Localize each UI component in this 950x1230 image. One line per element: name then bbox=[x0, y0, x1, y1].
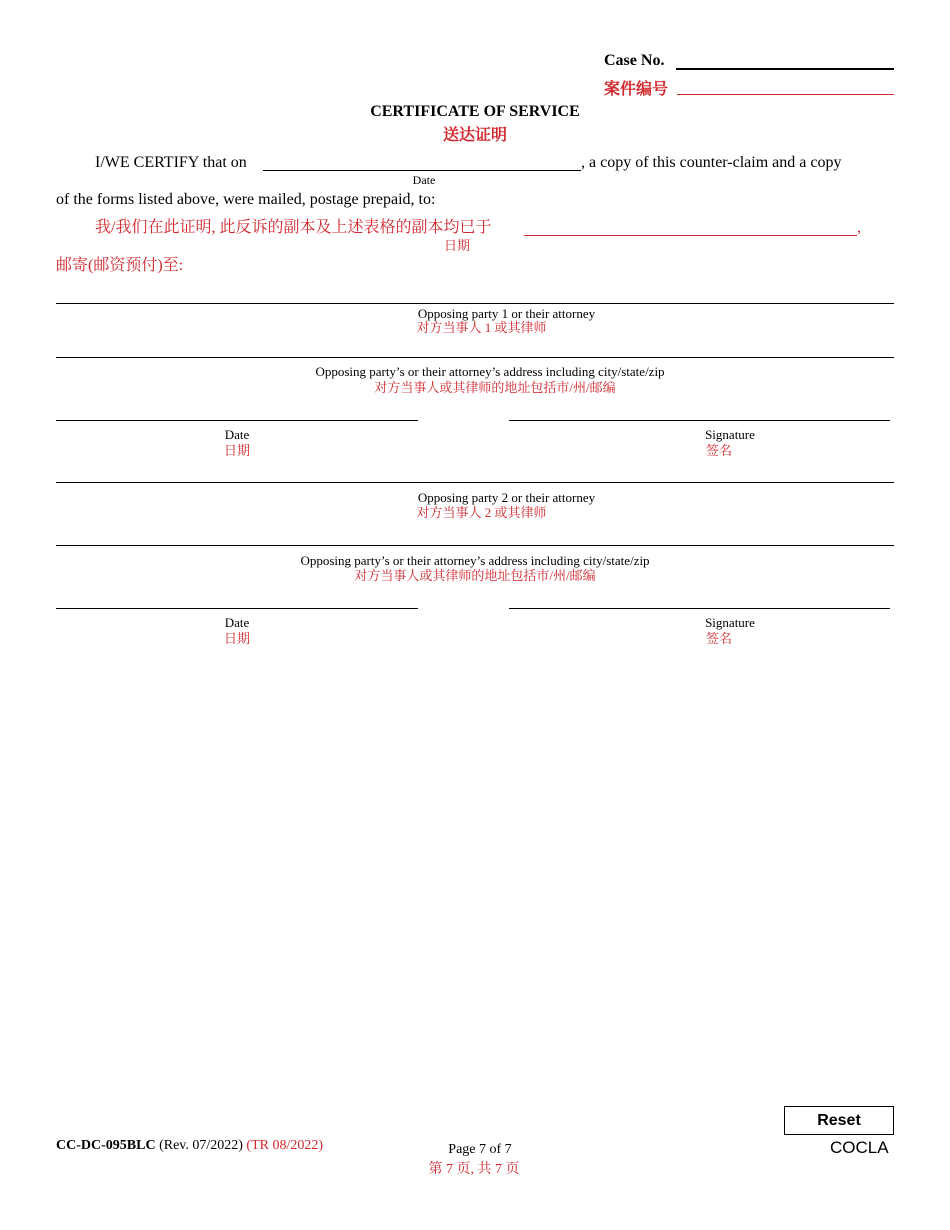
certify-zh-date-line bbox=[524, 235, 857, 236]
party1-name-label-zh: 对方当事人 1 或其律师 bbox=[416, 320, 547, 335]
party1-signature-input[interactable] bbox=[511, 400, 892, 421]
party2-signature-label-zh: 签名 bbox=[705, 631, 732, 646]
party2-address-label: Opposing party’s or their attorney’s address including city/state/zip bbox=[300, 553, 650, 568]
party2-signature-label: Signature bbox=[705, 615, 755, 630]
party2-date-label-zh: 日期 bbox=[223, 631, 250, 646]
form-tr: (TR 08/2022) bbox=[246, 1138, 324, 1153]
reset-button[interactable]: Reset bbox=[784, 1106, 894, 1135]
party1-address-label: Opposing party’s or their attorney’s address including city/state/zip bbox=[315, 364, 665, 379]
party1-address-label-zh: 对方当事人或其律师的地址包括市/州/邮编 bbox=[374, 380, 616, 395]
page-number-zh: 第 7 页, 共 7 页 bbox=[428, 1162, 520, 1177]
certify-zh-date-label: 日期 bbox=[443, 238, 470, 253]
case-no-zh-line bbox=[677, 94, 894, 95]
certify-line2: of the forms listed above, were mailed, postage prepaid, to: bbox=[56, 191, 436, 208]
party2-name-label: Opposing party 2 or their attorney bbox=[417, 490, 596, 505]
certify-zh-comma: , bbox=[857, 219, 861, 236]
form-id-line bbox=[56, 1138, 323, 1154]
party2-name-label-zh: 对方当事人 2 或其律师 bbox=[416, 505, 547, 520]
party1-address-input[interactable] bbox=[58, 337, 896, 358]
case-no-label: Case No. bbox=[604, 52, 665, 69]
case-no-label-zh: 案件编号 bbox=[604, 81, 669, 98]
cocla-label: COCLA bbox=[830, 1138, 889, 1157]
party2-date-input[interactable] bbox=[58, 588, 420, 609]
certify-zh-line2: 邮寄(邮资预付)至: bbox=[56, 257, 184, 274]
party2-address-label-zh: 对方当事人或其律师的地址包括市/州/邮编 bbox=[354, 568, 596, 583]
party1-date-label: Date bbox=[224, 427, 250, 442]
certify-date-input[interactable] bbox=[265, 151, 583, 171]
case-no-input[interactable] bbox=[678, 50, 896, 70]
party2-date-label: Date bbox=[224, 615, 250, 630]
party1-name-label: Opposing party 1 or their attorney bbox=[417, 306, 596, 321]
page-title: CERTIFICATE OF SERVICE bbox=[370, 103, 580, 120]
party1-date-label-zh: 日期 bbox=[223, 443, 250, 458]
party1-date-input[interactable] bbox=[58, 400, 420, 421]
party1-signature-label-zh: 签名 bbox=[705, 443, 732, 458]
page-number: Page 7 of 7 bbox=[448, 1142, 512, 1157]
party1-signature-label: Signature bbox=[705, 427, 755, 442]
form-rev: (Rev. 07/2022) bbox=[159, 1138, 243, 1153]
certify-date-label: Date bbox=[412, 173, 436, 187]
certify-suffix: , a copy of this counter-claim and a copy bbox=[581, 154, 842, 171]
party2-name-input[interactable] bbox=[58, 462, 896, 483]
page-title-zh: 送达证明 bbox=[442, 127, 507, 144]
certify-prefix: I/WE CERTIFY that on bbox=[95, 154, 247, 171]
certify-zh-line1: 我/我们在此证明, 此反诉的副本及上述表格的副本均已于 bbox=[95, 219, 492, 236]
party2-signature-input[interactable] bbox=[511, 588, 892, 609]
party2-address-input[interactable] bbox=[58, 525, 896, 546]
form-id: CC-DC-095BLC bbox=[56, 1138, 156, 1153]
party1-name-input[interactable] bbox=[58, 283, 896, 304]
